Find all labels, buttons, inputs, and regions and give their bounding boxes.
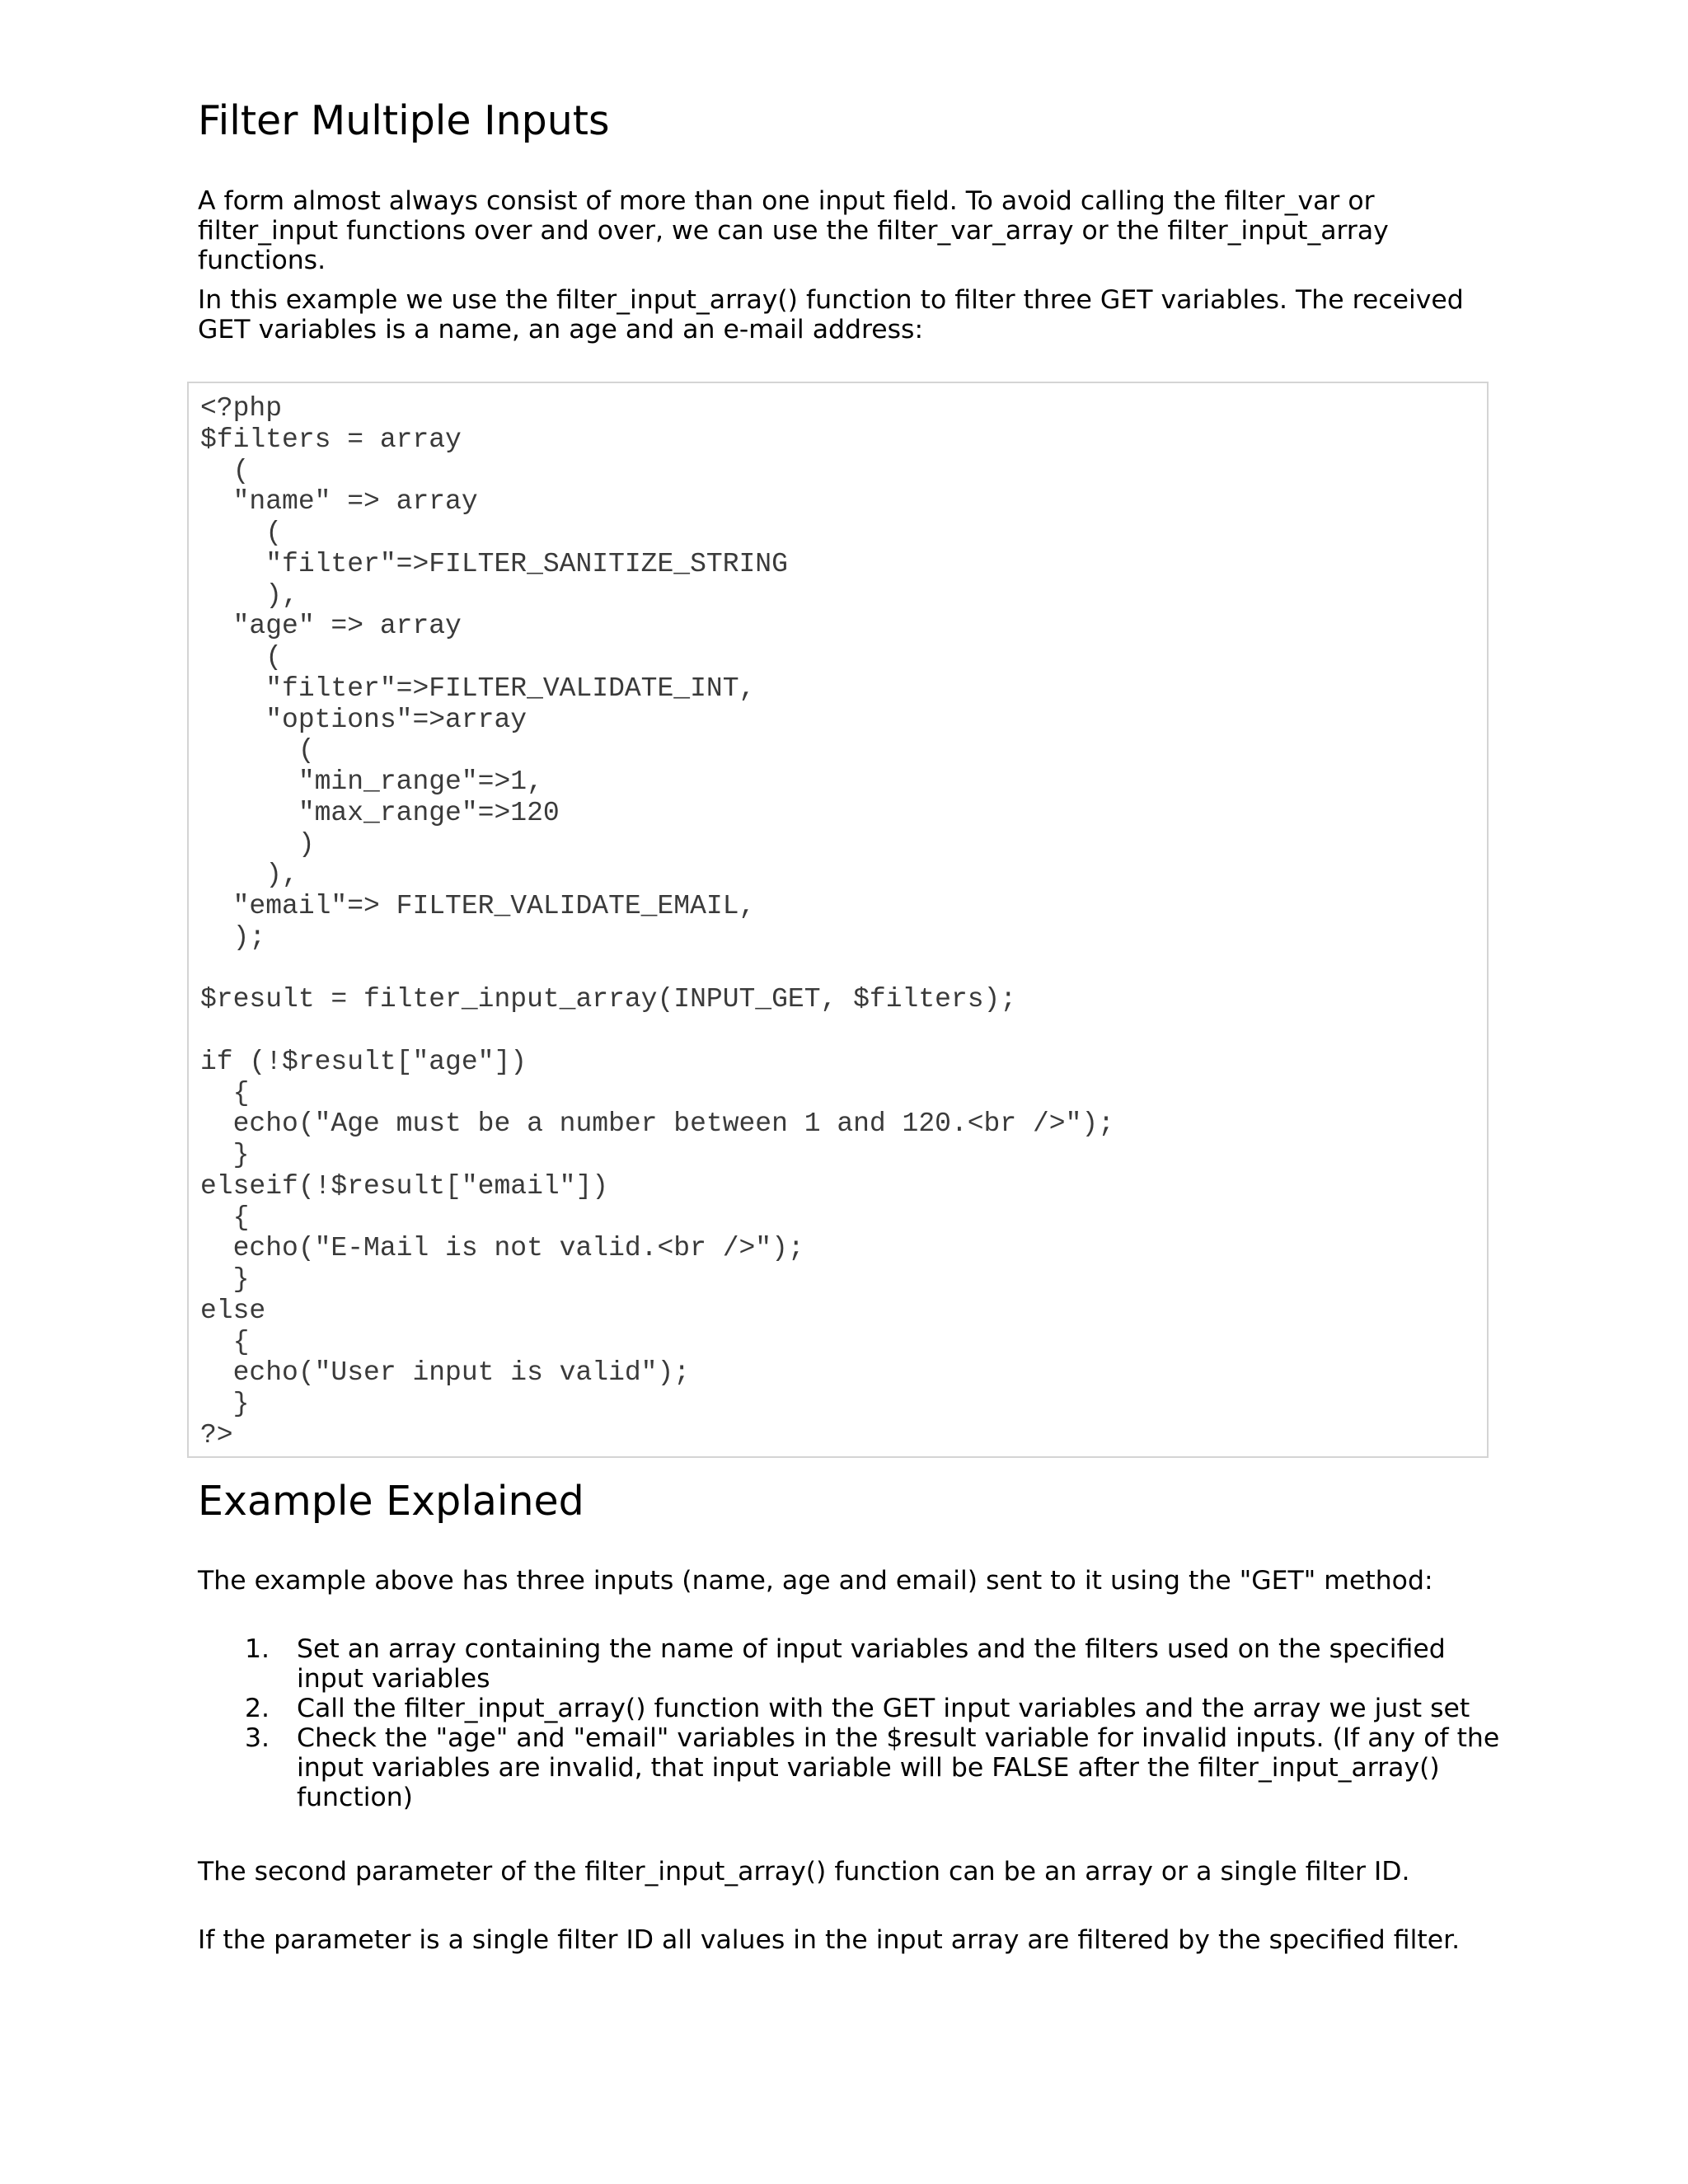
- section-heading-example-explained: Example Explained: [198, 1478, 584, 1525]
- closing-paragraph-1: The second parameter of the filter_input_array() function can be an array or a single filter ID.: [198, 1857, 1410, 1886]
- example-intro-paragraph: The example above has three inputs (name, age and email) sent to it using the "GET" method:: [198, 1566, 1433, 1596]
- list-item-text: Check the "age" and "email" variables in the $result variable for invalid inputs. (If any of the input variables are invalid, that input variable will be FALSE after the filter_input_array() function): [297, 1723, 1500, 1812]
- list-item-text: Call the filter_input_array() function with the GET input variables and the array we just set: [297, 1694, 1470, 1723]
- list-item: [198, 1723, 1500, 1812]
- list-item: [198, 1694, 1500, 1723]
- php-code-block: <?php $filters = array ( "name" => array ( "filter"=>FILTER_SANITIZE_STRING ), "age" => array ( "filter"=>FILTER_VALIDATE_INT, "options"=>array ( "min_range"=>1, "max_range"=>120 ) ), "email"=> FILTER_VALIDATE_EMAIL, ); $result = filter_input_array(INPUT_GET, $filters); if (!$result["age"]) { echo("Age must be a number between 1 and 120.<br />"); } elseif(!$result["email"]) { echo("E-Mail is not valid.<br />"); } else { echo("User input is valid"); } ?>: [200, 393, 1114, 1451]
- intro-paragraph-1: A form almost always consist of more than one input field. To avoid calling the filter_var or filter_input functions over and over, we can use the filter_var_array or the filter_input_array functions.: [198, 186, 1389, 275]
- list-item: [198, 1634, 1500, 1694]
- code-example-box: [187, 382, 1489, 1458]
- list-item-number: 3.: [245, 1723, 270, 1753]
- steps-list: [198, 1634, 1500, 1812]
- list-item-text: Set an array containing the name of input variables and the filters used on the specified input variables: [297, 1634, 1446, 1694]
- section-heading-filter-multiple-inputs: Filter Multiple Inputs: [198, 97, 610, 144]
- list-item-number: 2.: [245, 1694, 270, 1723]
- list-item-number: 1.: [245, 1634, 270, 1664]
- intro-paragraph-2: In this example we use the filter_input_array() function to filter three GET variables. The received GET variables is a name, an age and an e-mail address:: [198, 285, 1464, 344]
- closing-paragraph-2: If the parameter is a single filter ID all values in the input array are filtered by the specified filter.: [198, 1925, 1461, 1955]
